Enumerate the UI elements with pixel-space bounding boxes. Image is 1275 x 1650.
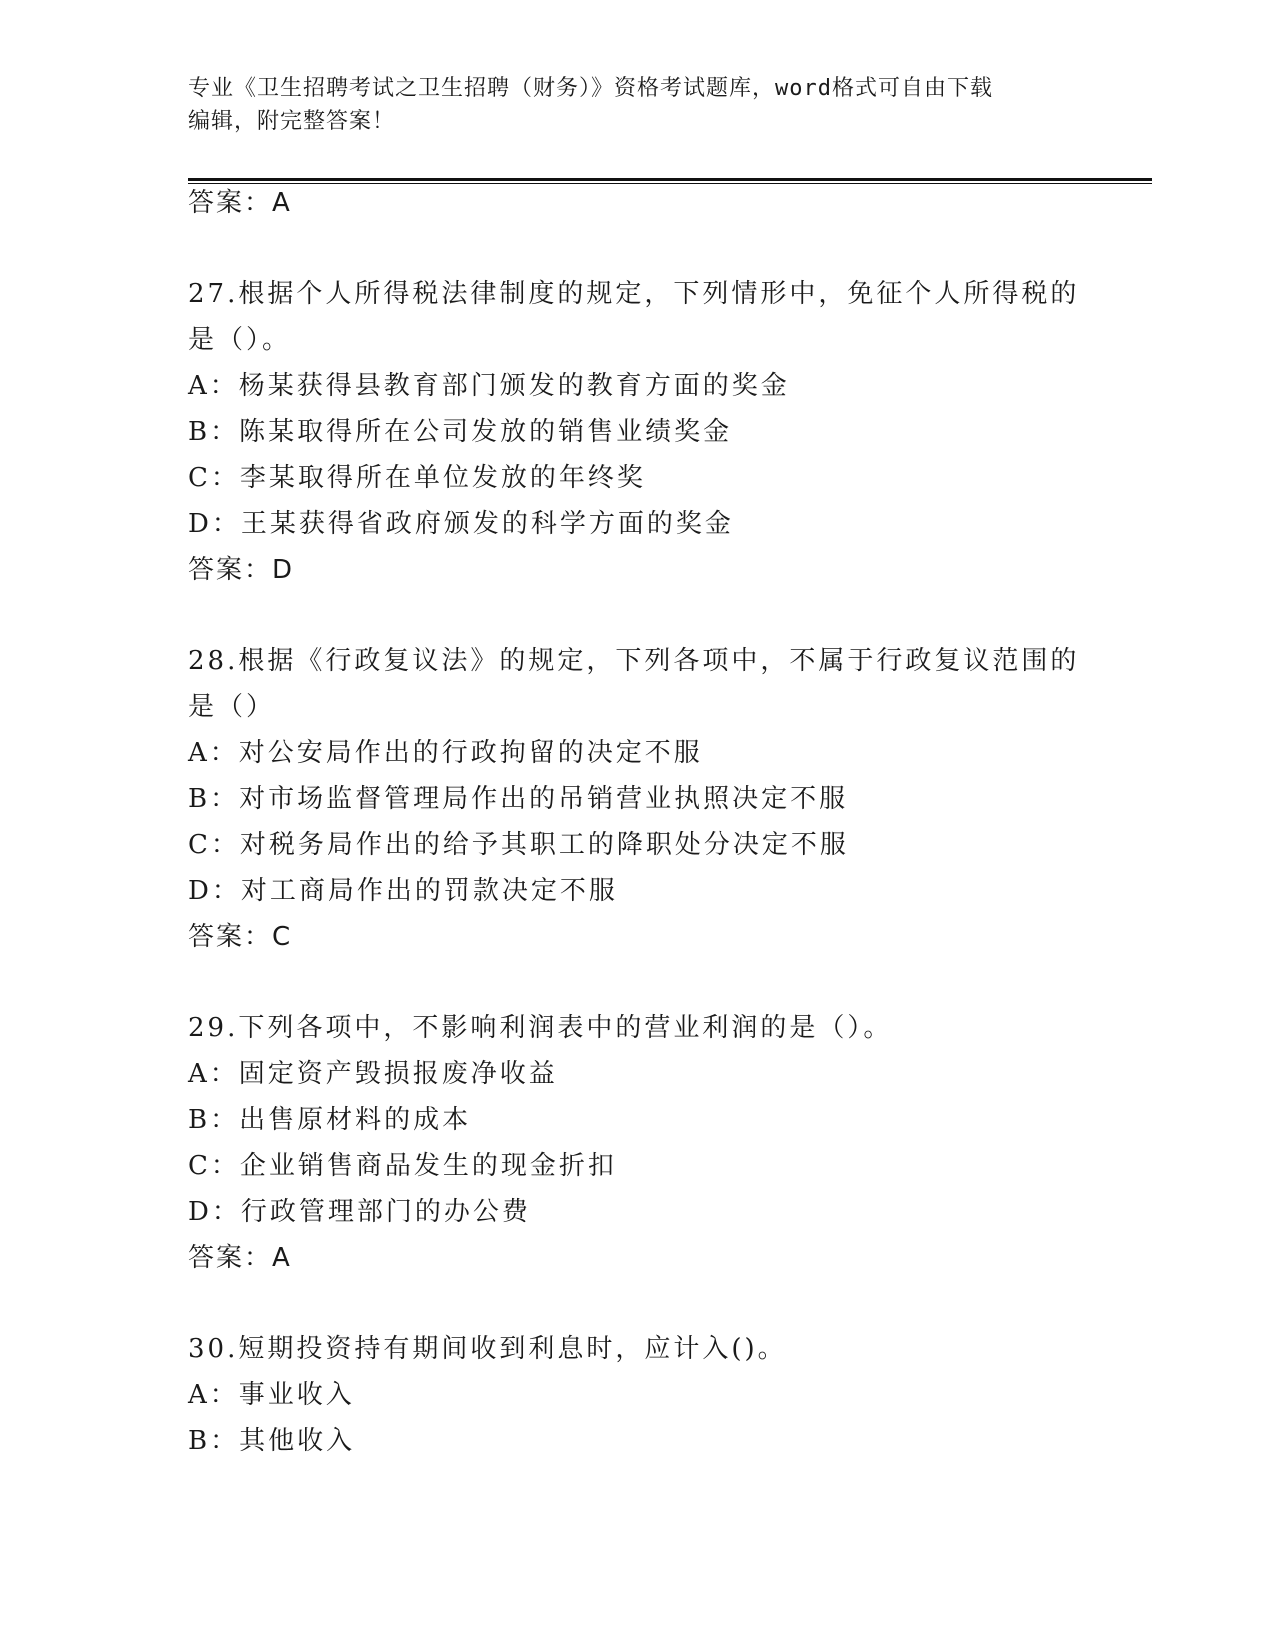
option-c: C：对税务局作出的给予其职工的降职处分决定不服 (188, 830, 849, 860)
option-a: A：杨某获得县教育部门颁发的教育方面的奖金 (188, 371, 790, 401)
option-b: B：对市场监督管理局作出的吊销营业执照决定不服 (188, 784, 849, 814)
question-stem: 27.根据个人所得税法律制度的规定，下列情形中，免征个人所得税的 (188, 279, 1080, 309)
answer: 答案：A (188, 1243, 292, 1273)
option-d: D：行政管理部门的办公费 (188, 1197, 531, 1227)
question-30 (188, 1326, 1108, 1464)
answer: 答案：D (188, 555, 295, 585)
option-a: A：对公安局作出的行政拘留的决定不服 (188, 738, 703, 768)
option-b: B：其他收入 (188, 1426, 356, 1456)
header-line-1: 专业《卫生招聘考试之卫生招聘（财务）》资格考试题库，word格式可自由下载 (188, 76, 993, 101)
option-a: A：事业收入 (188, 1380, 355, 1410)
spacer (188, 226, 1108, 271)
question-stem-continued: 是（） (188, 692, 276, 722)
header-line-2: 编辑，附完整答案！ (188, 109, 396, 134)
option-a: A：固定资产毁损报废净收益 (188, 1059, 558, 1089)
question-stem: 28.根据《行政复议法》的规定，下列各项中，不属于行政复议范围的 (188, 646, 1080, 676)
document-header (188, 72, 1088, 138)
answer: 答案：C (188, 922, 293, 952)
question-stem-continued: 是（）。 (188, 325, 292, 355)
option-c: C：企业销售商品发生的现金折扣 (188, 1151, 617, 1181)
option-d: D：对工商局作出的罚款决定不服 (188, 876, 618, 906)
spacer (188, 1281, 1108, 1326)
question-stem: 29.下列各项中，不影响利润表中的营业利润的是（）。 (188, 1013, 893, 1043)
question-29 (188, 1005, 1108, 1281)
option-c: C：李某取得所在单位发放的年终奖 (188, 463, 646, 493)
option-b: B：出售原材料的成本 (188, 1105, 472, 1135)
question-stem: 30.短期投资持有期间收到利息时，应计入()。 (188, 1334, 787, 1364)
option-b: B：陈某取得所在公司发放的销售业绩奖金 (188, 417, 733, 447)
spacer (188, 593, 1108, 638)
option-d: D：王某获得省政府颁发的科学方面的奖金 (188, 509, 734, 539)
question-list (188, 180, 1108, 1464)
question-27 (188, 271, 1108, 593)
answer-26: 答案：A (188, 188, 292, 218)
question-28 (188, 638, 1108, 960)
spacer (188, 960, 1108, 1005)
